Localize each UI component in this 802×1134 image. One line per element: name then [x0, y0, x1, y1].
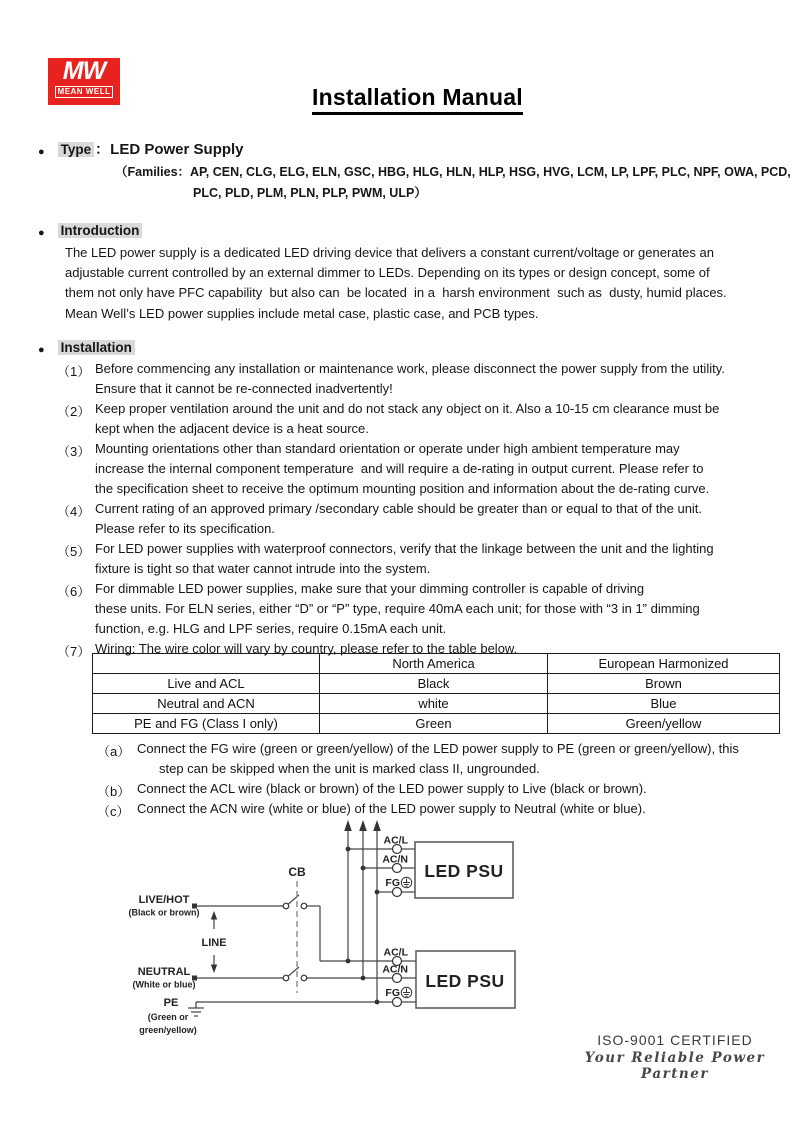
installation-item-5	[57, 541, 725, 581]
families-list	[115, 162, 791, 204]
item-line: these units. For ELN series, either “D” or “P” type, require 40mA each unit; for those with “3 in 1” dimming	[95, 601, 700, 616]
arrow-up-icon	[373, 820, 381, 831]
earth-symbol-icon	[401, 877, 411, 887]
terminal-label-fg-bottom: FG	[385, 987, 400, 999]
wire-color-table	[92, 653, 780, 734]
neutral-label: NEUTRAL	[137, 966, 191, 978]
item-line: Keep proper ventilation around the unit and do not stack any object on it. Also a 10-15 cm clearance must be	[95, 401, 720, 416]
item-number: （6）	[57, 584, 91, 599]
neutral-sublabel: (White or blue)	[132, 979, 196, 990]
sub-step-line: Connect the FG wire (green or green/yellow) of the LED power supply to PE (green or green/yellow), this	[137, 741, 739, 756]
logo-brand-name: MEAN WELL	[55, 86, 114, 98]
item-text	[95, 441, 709, 501]
terminal-label-acn-top: AC/N	[382, 853, 408, 866]
item-line: For dimmable LED power supplies, make sure that your dimming controller is capable of driving	[95, 581, 645, 596]
bullet-icon: ●	[38, 344, 45, 356]
families-line: （Families：AP, CEN, CLG, ELG, ELN, GSC, HBG, HLG, HLN, HLP, HSG, HVG, LCM, LP, LPF, PLC, NPF, OWA, PCD,	[115, 165, 791, 179]
installation-item-2	[57, 401, 725, 441]
pe-label: PE	[163, 997, 179, 1009]
item-line: Before commencing any installation or maintenance work, please disconnect the power supply from the utility.	[95, 361, 725, 376]
sub-step-number: （a）	[97, 744, 131, 759]
terminal-label-acn-bottom: AC/N	[382, 963, 408, 976]
psu-label-top: LED PSU	[424, 861, 504, 881]
item-line: kept when the adjacent device is a heat source.	[95, 421, 369, 436]
wiring-diagram	[0, 815, 802, 1055]
header-cell	[93, 654, 320, 674]
live-hot-label: LIVE/HOT	[138, 894, 190, 906]
cell-wire: PE and FG (Class I only)	[93, 714, 320, 734]
item-line: function, e.g. HLG and LPF series, require 0.15mA each unit.	[95, 621, 447, 636]
item-line: Current rating of an approved primary /secondary cable should be greater than or equal to that of the unit.	[95, 501, 703, 516]
item-number: （7）	[57, 644, 91, 659]
type-label: Type	[58, 142, 95, 157]
item-number: （4）	[57, 504, 91, 519]
company-slogan: Your Reliable Power Partner	[584, 1050, 766, 1082]
arrow-up-icon	[359, 820, 367, 831]
item-text	[95, 541, 714, 581]
switch-contact	[301, 975, 307, 981]
paragraph-line: adjustable current controlled by an external dimmer to LEDs. Depending on its types or design concept, some of	[65, 265, 710, 281]
item-line: Mounting orientations other than standard orientation or operate under high ambient temperature may	[95, 441, 680, 456]
installation-item-6	[57, 581, 725, 641]
arrow-down-icon	[211, 965, 217, 974]
terminal-label-fg-top: FG	[385, 877, 400, 889]
paragraph-line: The LED power supply is a dedicated LED driving device that delivers a constant current/voltage or generates an	[65, 245, 714, 260]
wiring-sub-steps	[97, 741, 739, 821]
sub-step-a	[97, 741, 739, 781]
sub-step-b	[97, 781, 739, 801]
installation-heading	[38, 340, 135, 355]
table-row	[93, 694, 780, 714]
cell-wire: Live and ACL	[93, 674, 320, 694]
sub-step-line: step can be skipped when the unit is marked class II, ungrounded.	[159, 761, 540, 776]
cell-eu-color: Brown	[548, 674, 780, 694]
sub-step-line: Connect the ACN wire (white or blue) of the LED power supply to Neutral (white or blue).	[137, 801, 646, 816]
table-header-row	[93, 654, 780, 674]
cell-eu-color: Green/yellow	[548, 714, 780, 734]
table-row	[93, 714, 780, 734]
introduction-paragraph	[65, 245, 727, 326]
introduction-heading	[38, 223, 142, 238]
sub-step-text	[137, 781, 647, 801]
line-label: LINE	[201, 937, 227, 949]
switch-contact	[283, 975, 289, 981]
sub-step-number: （c）	[97, 804, 130, 819]
item-text	[95, 401, 719, 441]
item-text	[95, 581, 700, 641]
live-hot-sublabel: (Black or brown)	[128, 907, 200, 918]
installation-item-4	[57, 501, 725, 541]
iso-certification-text: ISO-9001 CERTIFIED	[597, 1032, 753, 1048]
type-value: LED Power Supply	[110, 141, 244, 158]
item-number: （1）	[57, 364, 91, 379]
sub-step-text	[137, 741, 739, 781]
item-text	[95, 501, 702, 541]
cb-label: CB	[288, 865, 306, 879]
paragraph-line: Mean Well’s LED power supplies include metal case, plastic case, and PCB types.	[65, 305, 539, 321]
terminal-label-acl-top: AC/L	[383, 834, 408, 847]
psu-label-bottom: LED PSU	[425, 971, 505, 991]
type-colon: ：	[95, 141, 110, 157]
cell-eu-color: Blue	[548, 694, 780, 714]
arrow-up-icon	[211, 911, 217, 920]
item-number: （5）	[57, 544, 91, 559]
terminal-label-acl-bottom: AC/L	[383, 946, 408, 959]
item-line: fixture is tight so that water cannot intrude into the system.	[95, 561, 431, 576]
header-cell: European Harmonized	[548, 654, 780, 674]
type-section	[38, 139, 244, 159]
item-line: Wiring: The wire color will vary by country, please refer to the table below.	[95, 641, 518, 656]
item-line: For LED power supplies with waterproof connectors, verify that the linkage between the unit and the lighting	[95, 541, 714, 556]
earth-symbol-icon	[401, 987, 411, 997]
families-line: PLC, PLD, PLM, PLN, PLP, PWM, ULP）	[193, 186, 427, 200]
cell-na-color: Green	[320, 714, 548, 734]
item-line: increase the internal component temperature and will require a de-rating in output current. Please refer to	[95, 461, 704, 476]
logo-monogram: MW	[62, 57, 106, 85]
switch-contact	[283, 903, 289, 909]
introduction-heading-label: Introduction	[58, 223, 143, 238]
bullet-icon: ●	[38, 227, 45, 239]
item-number: （3）	[57, 444, 91, 459]
paragraph-line: them not only have PFC capability but also can be located in a harsh environment such as dusty, humid places.	[65, 285, 727, 301]
cell-na-color: white	[320, 694, 548, 714]
sub-step-line: Connect the ACL wire (black or brown) of the LED power supply to Live (black or brown).	[137, 781, 647, 796]
switch-contact	[301, 903, 307, 909]
table-row	[93, 674, 780, 694]
installation-heading-label: Installation	[58, 340, 135, 355]
page-title: Installation Manual	[312, 84, 523, 115]
footer	[552, 1032, 798, 1082]
sub-step-number: （b）	[97, 784, 131, 799]
installation-item-3	[57, 441, 725, 501]
item-line: Ensure that it cannot be re-connected inadvertently!	[95, 381, 393, 396]
item-line: the specification sheet to receive the optimum mounting position and information about the de-rating curve.	[95, 481, 710, 496]
installation-items	[57, 361, 725, 661]
item-text	[95, 361, 725, 401]
item-line: Please refer to its specification.	[95, 521, 275, 536]
mean-well-logo	[48, 58, 120, 105]
arrow-up-icon	[344, 820, 352, 831]
bullet-icon: ●	[38, 146, 45, 158]
pe-sublabel-2: green/yellow)	[139, 1025, 197, 1035]
cell-wire: Neutral and ACN	[93, 694, 320, 714]
pe-sublabel-1: (Green or	[147, 1012, 189, 1022]
installation-item-1	[57, 361, 725, 401]
cell-na-color: Black	[320, 674, 548, 694]
item-number: （2）	[57, 404, 91, 419]
header-cell: North America	[320, 654, 548, 674]
